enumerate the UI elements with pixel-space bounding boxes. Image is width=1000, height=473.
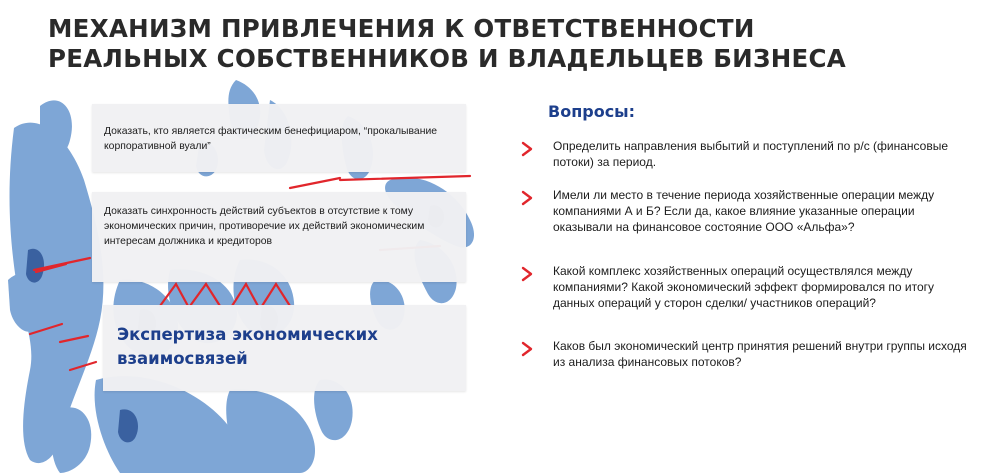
questions-heading: Вопросы: (548, 102, 636, 121)
chevron-right-icon (520, 266, 534, 282)
evidence-card-text: Доказать, кто является фактическим бенефициаром, “прокалывание корпоративной вуали” (104, 126, 438, 152)
chevron-right-icon (520, 341, 534, 357)
question-text: Определить направления выбытий и поступлений по р/с (финансовые потоки) за период. (553, 139, 949, 169)
question-text: Каков был экономический центр принятия решений внутри группы исходя из анализа финансовых потоков? (553, 339, 967, 369)
evidence-card-text: Доказать синхронность действий субъектов в отсутствие к тому экономических причин, противоречие их действий экономическим интересам должника и кредиторов (104, 206, 425, 247)
page-title (48, 14, 948, 74)
chevron-right-icon (520, 141, 534, 157)
chevron-right-icon (520, 190, 534, 206)
evidence-card-synchronous-actions (92, 192, 466, 282)
page-title-line-1: МЕХАНИЗМ ПРИВЛЕЧЕНИЯ К ОТВЕТСТВЕННОСТИ (48, 14, 755, 43)
question-text: Имели ли место в течение периода хозяйственные операции между компаниями А и Б? Если да, какое влияние указанные операции оказывали на финансовое состояние ООО «Альфа»? (553, 188, 935, 234)
evidence-card-beneficiary (92, 104, 466, 172)
question-text: Какой комплекс хозяйственных операций осуществлялся между компаниями? Какой экономический эффект формировался по итогу данных операций у сторон сделки/ участников операций? (553, 264, 935, 310)
page-title-line-2: РЕАЛЬНЫХ СОБСТВЕННИКОВ И ВЛАДЕЛЬЦЕВ БИЗНЕСА (48, 44, 847, 73)
evidence-card-economic-expertise (103, 305, 466, 391)
evidence-card-heading: Экспертиза экономических взаимосвязей (117, 325, 378, 368)
